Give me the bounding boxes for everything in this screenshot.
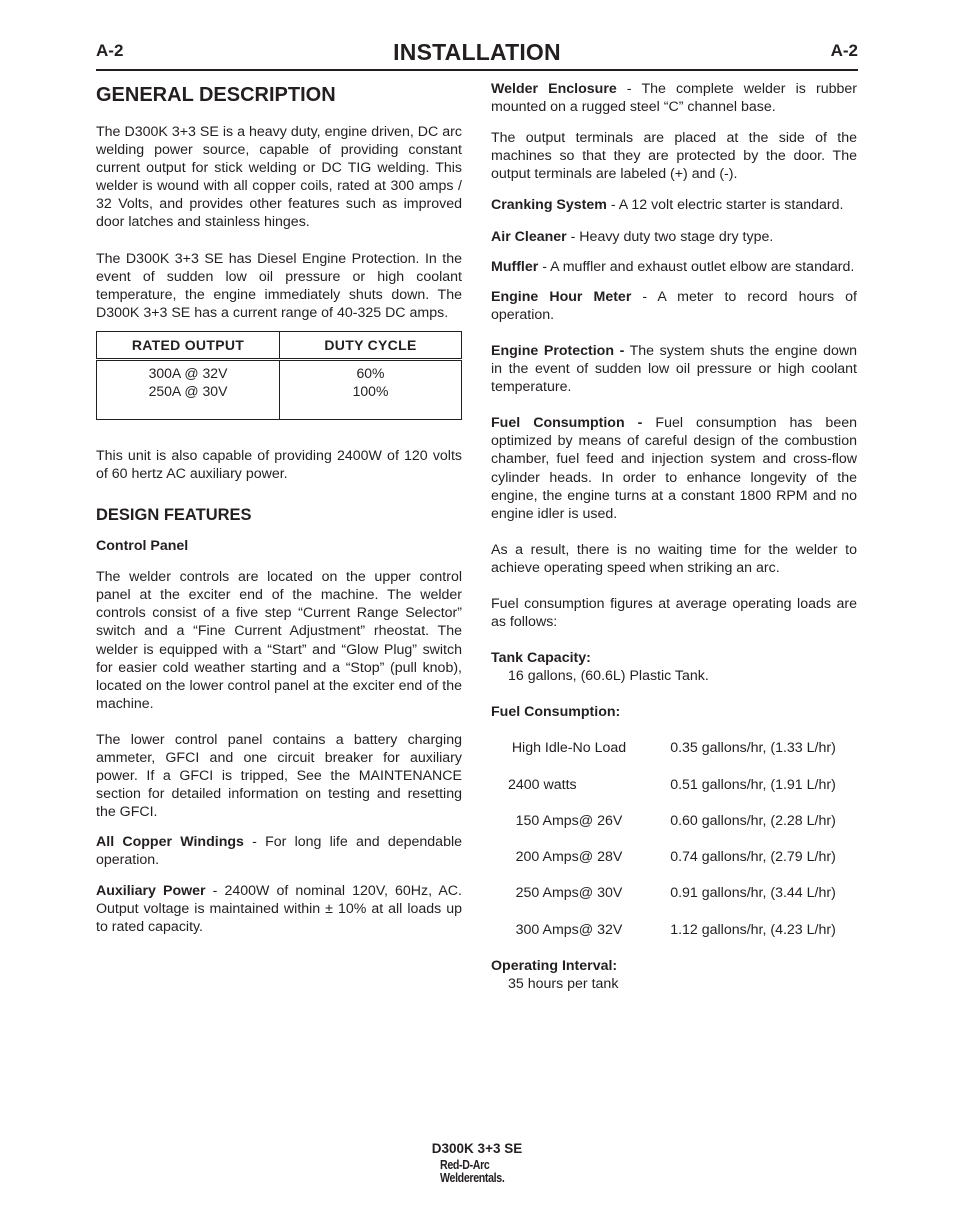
- left-column: [96, 82, 462, 936]
- logo-line-1: Red-D-Arc: [440, 1158, 490, 1172]
- output-row-2: 250A @ 30V: [148, 382, 228, 399]
- design-features-heading: DESIGN FEATURES: [96, 506, 252, 525]
- fuel-condition: 300 Amps@ 32V: [515, 921, 623, 938]
- fuel-rate: 0.35 gallons/hr, (1.33 L/hr): [670, 740, 836, 757]
- tank-capacity-value: 16 gallons, (60.6L) Plastic Tank.: [508, 668, 709, 685]
- page-number-right: A-2: [830, 41, 858, 60]
- red-d-arc-logo: [440, 1159, 520, 1185]
- fuel-condition: 150 Amps@ 26V: [515, 812, 623, 829]
- operating-interval-value: 35 hours per tank: [508, 976, 619, 993]
- fuel-row: [491, 812, 857, 848]
- table-header-rated-output: RATED OUTPUT: [97, 331, 280, 359]
- footer-model: D300K 3+3 SE: [431, 1141, 523, 1156]
- tank-capacity-heading: Tank Capacity:: [491, 650, 591, 667]
- fuel-condition: 250 Amps@ 30V: [515, 885, 623, 902]
- fuel-row: [491, 739, 857, 775]
- fuel-rate: 1.12 gallons/hr, (4.23 L/hr): [670, 921, 836, 938]
- fuel-consumption-table: [491, 739, 857, 957]
- engine-hour-meter-text: - A meter to record hours of operation.: [491, 288, 857, 323]
- fuel-rate: 0.60 gallons/hr, (2.28 L/hr): [670, 812, 836, 829]
- muffler-label: Muffler: [491, 258, 539, 275]
- welder-enclosure-label: Welder Enclosure: [491, 81, 617, 97]
- general-paragraph-1: The D300K 3+3 SE is a heavy duty, engine driven, DC arc welding power source, capable of providing constant current output for stick welding or DC TIG welding. This welder is wound with all copper coils, rated at 300 amps / 32 Volts, and provides other features such as improved door latches and stainless hinges.: [96, 124, 462, 231]
- fuel-rate: 0.74 gallons/hr, (2.79 L/hr): [670, 849, 836, 866]
- header-rule: [96, 69, 858, 71]
- fuel-row: [491, 884, 857, 920]
- auxiliary-paragraph: This unit is also capable of providing 2400W of 120 volts of 60 hertz AC auxiliary power.: [96, 447, 462, 483]
- auxiliary-power-paragraph: [96, 882, 462, 936]
- output-row-1: 300A @ 32V: [148, 364, 228, 381]
- cranking-system-paragraph: [491, 196, 857, 214]
- duty-row-2: 100%: [352, 382, 389, 399]
- general-description-heading: GENERAL DESCRIPTION: [96, 84, 336, 106]
- fuel-condition: High Idle-No Load: [511, 740, 627, 757]
- engine-protection-text: The system shuts the engine down in the event of sudden low oil pressure or high coolant temperature.: [491, 342, 857, 396]
- air-cleaner-text: - Heavy duty two stage dry type.: [566, 228, 774, 245]
- muffler-text: - A muffler and exhaust outlet elbow are standard.: [538, 258, 855, 275]
- table-cell-duty: [280, 359, 462, 419]
- fuel-consumption-text: Fuel consumption has been optimized by means of careful design of the combustion chamber, fuel feed and injection system and cross-flow cylinder heads. In order to enhance longevity of the engine, the engine turns at a constant 1800 RPM and no engine idler is used.: [491, 415, 857, 522]
- output-terminals-paragraph: The output terminals are placed at the side of the machines so that they are protected by the door. The output terminals are labeled (+) and (-).: [491, 130, 857, 183]
- cranking-system-label: Cranking System: [491, 197, 607, 214]
- fuel-consumption-label: Fuel Consumption -: [491, 415, 643, 432]
- fuel-row: [491, 848, 857, 884]
- rated-output-table: [96, 331, 462, 420]
- cranking-system-text: - A 12 volt electric starter is standard.: [606, 197, 844, 214]
- welder-enclosure-text: - The complete welder is rubber mounted on a rugged steel “C” channel base.: [491, 81, 857, 116]
- copper-windings-paragraph: [96, 833, 462, 869]
- page-title: INSTALLATION: [393, 39, 561, 65]
- page-number-left: A-2: [96, 41, 124, 60]
- engine-hour-meter-label: Engine Hour Meter: [491, 288, 632, 305]
- right-column: [491, 80, 857, 993]
- control-paragraph-2: The lower control panel contains a battery charging ammeter, GFCI and one circuit breaker for auxiliary power. If a GFCI is tripped, See the MAINTENANCE section for detailed information on testing and resetting the GFCI.: [96, 731, 462, 821]
- muffler-paragraph: [491, 258, 857, 276]
- general-paragraph-2: The D300K 3+3 SE has Diesel Engine Protection. In the event of sudden low oil pressure or high coolant temperature, the engine immediately shuts down. The D300K 3+3 SE has a current range of 40-325 DC amps.: [96, 250, 462, 321]
- figures-paragraph: Fuel consumption figures at average operating loads are as follows:: [491, 595, 857, 631]
- fuel-rate: 0.51 gallons/hr, (1.91 L/hr): [670, 776, 836, 793]
- result-paragraph: As a result, there is no waiting time for the welder to achieve operating speed when striking an arc.: [491, 541, 857, 576]
- auxiliary-power-text: - 2400W of nominal 120V, 60Hz, AC. Output voltage is maintained within ± 10% at all loads up to rated capacity.: [96, 882, 462, 935]
- table-header-duty-cycle: DUTY CYCLE: [280, 331, 462, 359]
- control-paragraph-1: The welder controls are located on the upper control panel at the exciter end of the machine. The welder controls consist of a five step “Current Range Selector” switch and a “Fine Current Adjustment” rheostat. The welder is equipped with a “Start” and “Glow Plug” switch for easier cold weather starting and a “Stop” (pull knob), located on the lower control panel at the exciter end of the machine.: [96, 569, 462, 712]
- operating-interval-heading: Operating Interval:: [491, 958, 618, 975]
- engine-protection-paragraph: [491, 342, 857, 396]
- page-header: [96, 38, 858, 70]
- table-cell-output: [97, 359, 280, 419]
- engine-hour-meter-paragraph: [491, 288, 857, 324]
- duty-row-1: 60%: [356, 364, 385, 381]
- copper-windings-label: All Copper Windings: [96, 834, 244, 851]
- engine-protection-label: Engine Protection -: [491, 342, 625, 359]
- fuel-condition: 200 Amps@ 28V: [515, 849, 623, 866]
- fuel-rate: 0.91 gallons/hr, (3.44 L/hr): [670, 885, 836, 902]
- fuel-row: [491, 776, 857, 812]
- fuel-consumption-paragraph: [491, 414, 857, 523]
- air-cleaner-paragraph: [491, 228, 857, 246]
- fuel-condition: 2400 watts: [508, 776, 577, 793]
- auxiliary-power-label: Auxiliary Power: [96, 882, 206, 899]
- fuel-consumption-heading: Fuel Consumption:: [491, 704, 621, 721]
- logo-line-2: Welderentals.: [440, 1171, 505, 1185]
- control-panel-heading: Control Panel: [96, 538, 189, 555]
- fuel-row: [491, 921, 857, 957]
- copper-windings-text: - For long life and dependable operation.: [96, 834, 463, 869]
- welder-enclosure-paragraph: [491, 80, 857, 116]
- air-cleaner-label: Air Cleaner: [491, 228, 567, 245]
